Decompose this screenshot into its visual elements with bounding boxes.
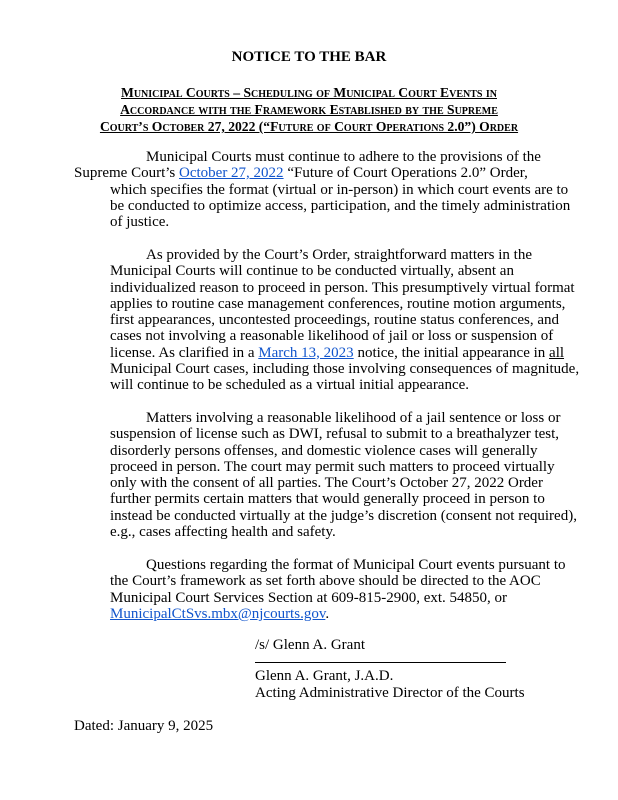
text-line: suspension of license such as DWI, refusal to submit to a breathalyzer test, [110,426,560,443]
text-line: applies to routine case management conferences, routine motion arguments, [110,295,566,312]
text-run: “Future of Court Operations 2.0” Order, [283,165,528,182]
text-line: the Court’s framework as set forth above should be directed to the AOC [110,573,541,590]
text-line [74,165,544,181]
text-line: which specifies the format (virtual or in-person) in which court events are to [110,181,569,198]
text-run: . [325,605,330,622]
text-line: disorderly persons offenses, and domestic violence cases will generally [110,442,538,459]
text-run: Supreme Court’s [74,165,179,182]
text-line: Municipal Court Services Section at 609-815-2900, ext. 54850, or [110,589,508,606]
text-line [74,344,565,361]
emphasis-all: all [549,344,565,361]
text-line: Municipal Courts must continue to adhere to the provisions of the [146,149,541,165]
paragraph-1 [74,149,571,231]
paragraph-3 [74,410,577,541]
paragraph-4 [74,557,566,622]
text-line: proceed in person. The court may permit such matters to proceed virtually [110,458,555,475]
paragraph-2 [74,247,580,394]
text-line: will continue to be scheduled as a virtual initial appearance. [110,377,470,394]
text-line: e.g., cases affecting health and safety. [110,524,336,541]
text-line: Matters involving a reasonable likelihood of a jail sentence or loss or [146,410,561,426]
text-line: first appearances, uncontested proceedings, routine status conferences, and [110,312,559,329]
text-line: only with the consent of all parties. The Court’s October 27, 2022 Order [110,475,543,492]
text-line: cases not involving a reasonable likelihood of jail or loss or suspension of [110,328,554,345]
text-line: Municipal Court cases, including those involving consequences of magnitude, [110,361,580,378]
dated-line: Dated: January 9, 2025 [74,718,214,734]
text-line: Municipal Courts will continue to be conducted virtually, absent an [110,263,514,280]
signature-line [255,662,506,663]
notice-title: NOTICE TO THE BAR [231,49,387,65]
subject-line: Accordance with the Framework Established by the Supreme [120,102,498,117]
email-link[interactable]: MunicipalCtSvs.mbx@njcourts.gov [110,605,326,622]
signature-slash: /s/ Glenn A. Grant [255,637,365,653]
text-line [74,606,544,622]
text-line: further permits certain matters that would generally proceed in person to [110,491,545,508]
text-line: As provided by the Court’s Order, straightforward matters in the [146,247,532,263]
text-line: instead be conducted virtually at the judge’s discretion (consent not required), [110,507,577,524]
subject-heading [78,84,540,135]
signature-name: Glenn A. Grant, J.A.D. [255,668,394,684]
text-run: license. As clarified in a [110,344,259,361]
text-line: of justice. [110,214,170,231]
text-run: notice, the initial appearance in [353,344,550,361]
subject-line: Municipal Courts – Scheduling of Municipal Court Events in [121,85,497,100]
march-13-2023-link[interactable]: March 13, 2023 [258,344,354,361]
october-27-2022-link[interactable]: October 27, 2022 [179,165,284,182]
text-line: Questions regarding the format of Municipal Court events pursuant to [146,557,566,573]
text-line: be conducted to optimize access, participation, and the timely administration [110,197,571,214]
signature-title: Acting Administrative Director of the Courts [255,685,525,701]
text-line: individualized reason to proceed in person. This presumptively virtual format [110,279,575,296]
subject-line: Court’s October 27, 2022 (“Future of Court Operations 2.0”) Order [99,119,519,134]
